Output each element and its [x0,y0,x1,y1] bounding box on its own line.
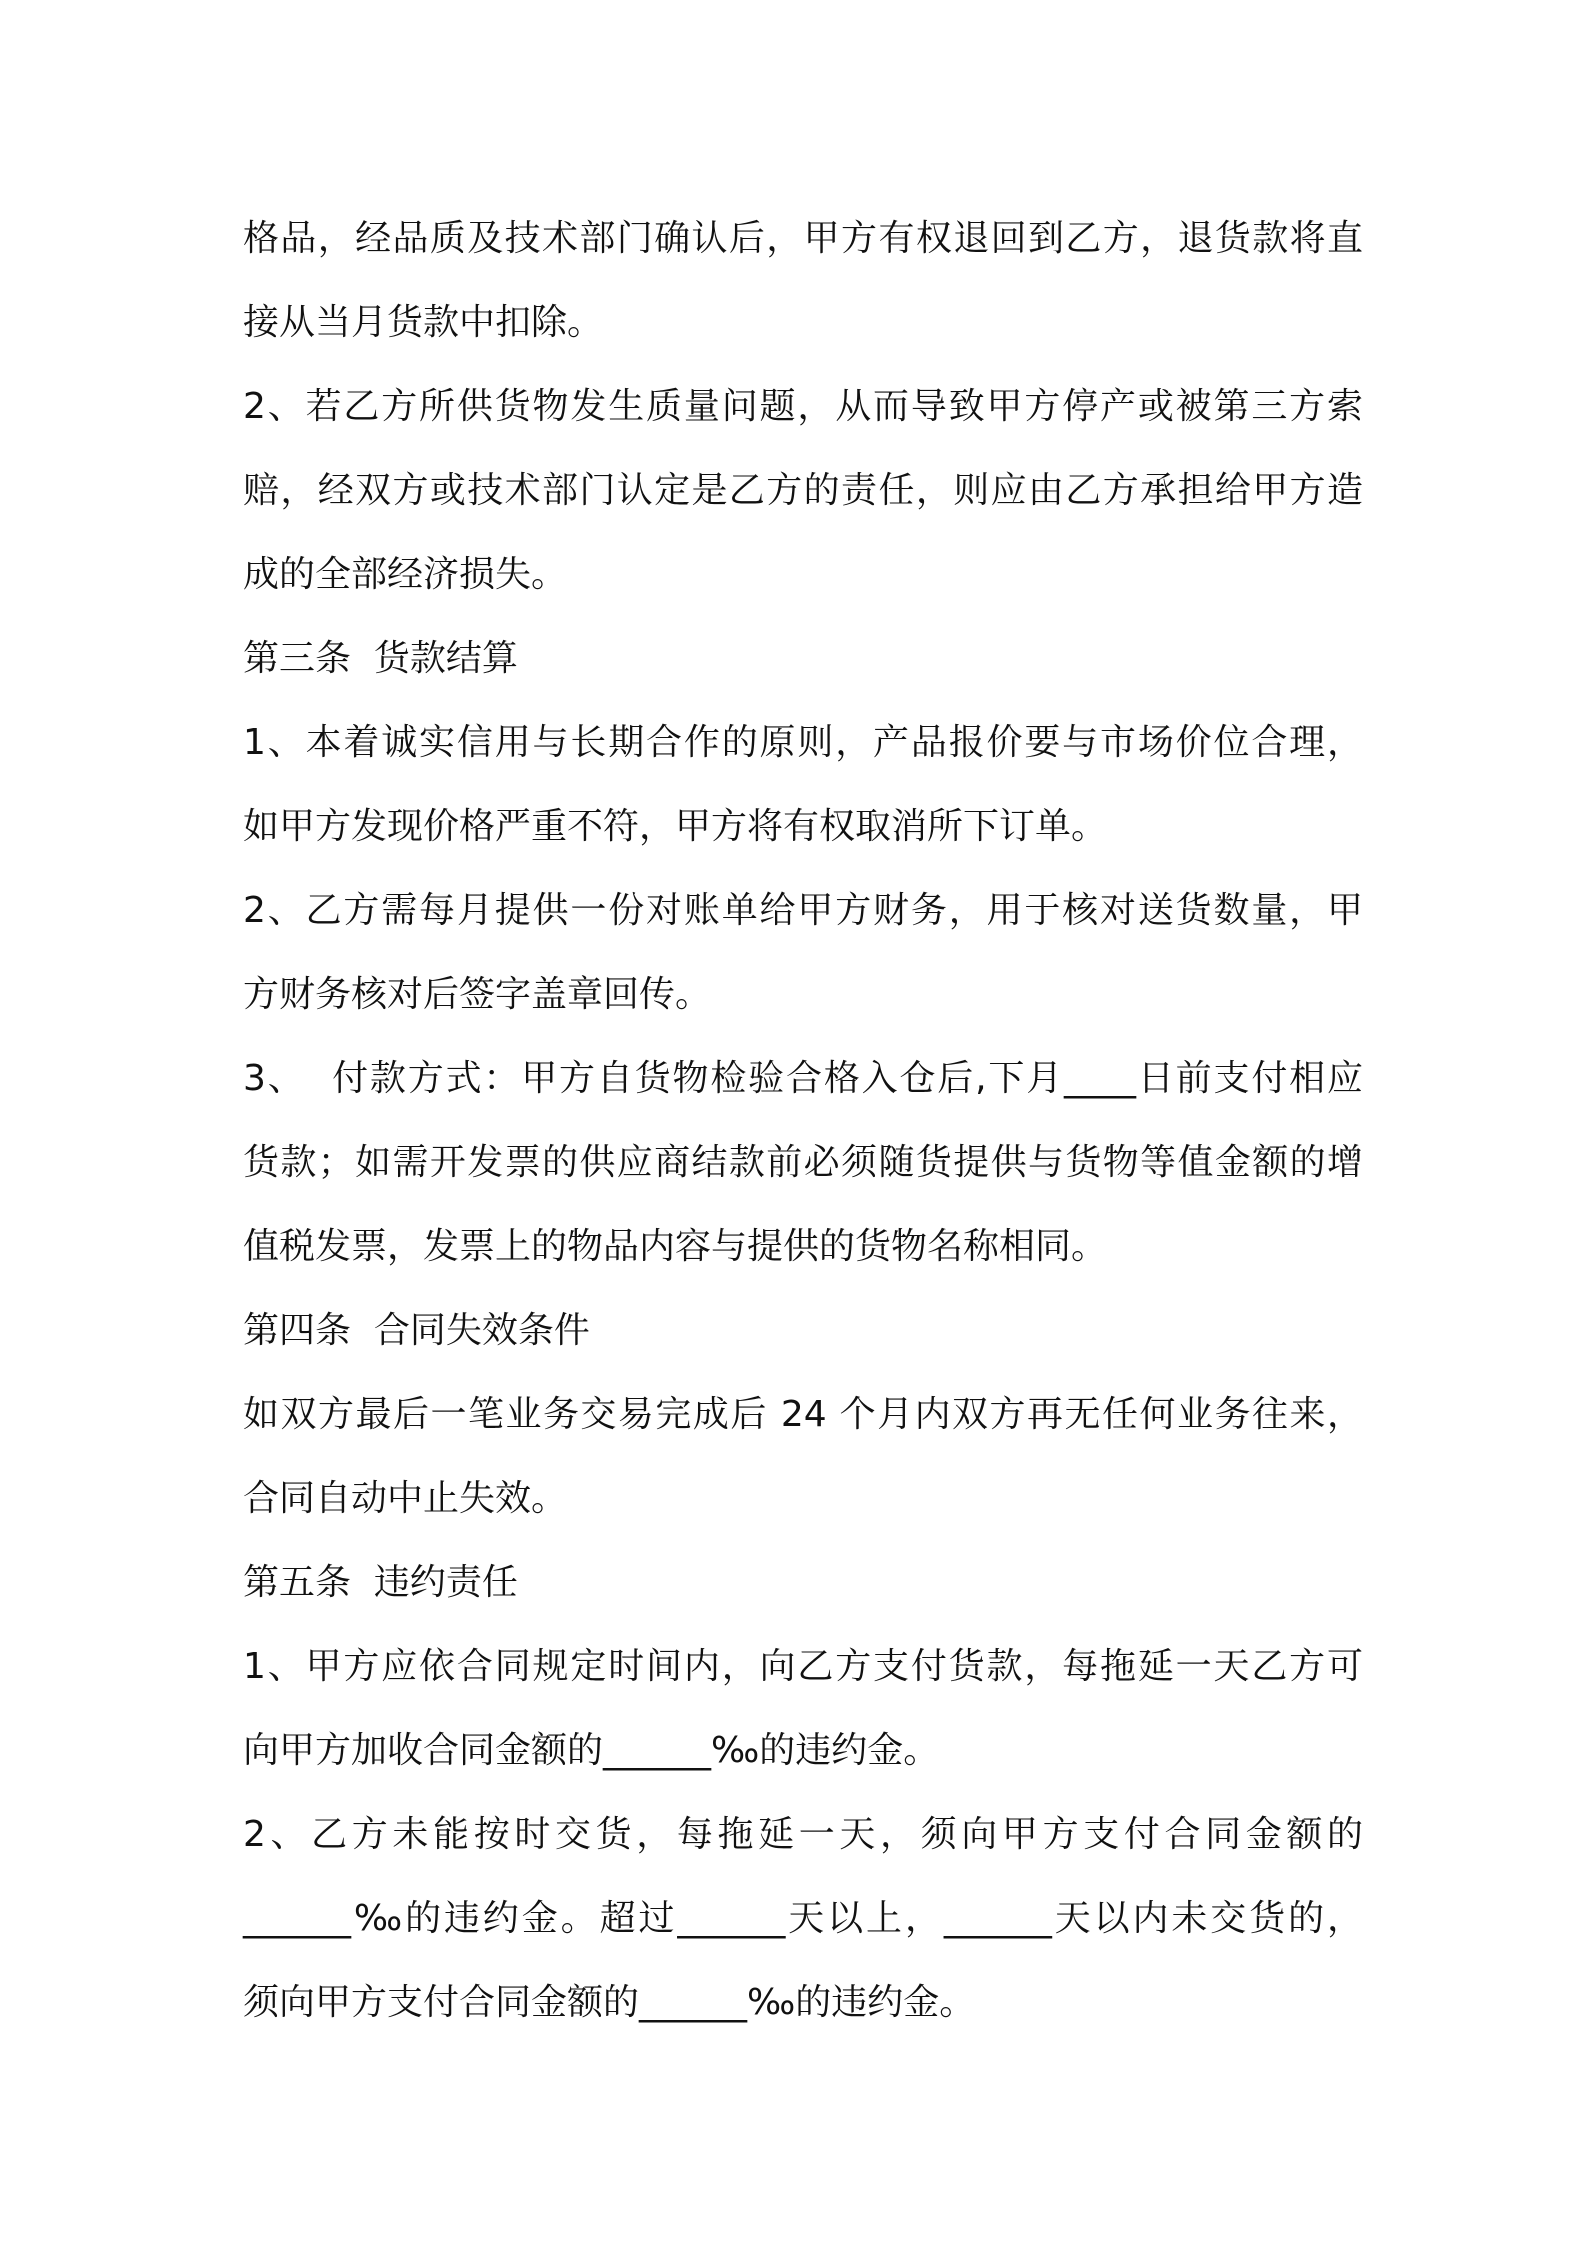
text-line: 赔，经双方或技术部门认定是乙方的责任，则应由乙方承担给甲方造 [243,470,1363,511]
text-line: 格品，经品质及技术部门确认后，甲方有权退回到乙方，退货款将直 [243,218,1363,259]
text-line: 2、乙方需每月提供一份对账单给甲方财务，用于核对送货数量，甲 [243,890,1363,931]
document-body [243,197,1363,2045]
text-line: 2、乙方未能按时交货，每拖延一天，须向甲方支付合同金额的 [243,1814,1363,1855]
text-line: 接从当月货款中扣除。 [243,302,604,343]
section-heading: 第三条 货款结算 [243,638,518,679]
text-line: 合同自动中止失效。 [243,1478,568,1519]
text-line: 须向甲方支付合同金额的______‰的违约金。 [243,1982,976,2023]
text-line: 3、 付款方式：甲方自货物检验合格入仓后,下月____日前支付相应 [243,1058,1363,1099]
text-line: 如甲方发现价格严重不符，甲方将有权取消所下订单。 [243,806,1108,847]
text-line: ______‰的违约金。超过______天以上，______天以内未交货的， [243,1898,1363,1939]
text-line: 成的全部经济损失。 [243,554,568,595]
text-line: 向甲方加收合同金额的______‰的违约金。 [243,1730,940,1771]
text-line: 1、本着诚实信用与长期合作的原则，产品报价要与市场价位合理， [243,722,1363,763]
text-line: 值税发票，发票上的物品内容与提供的货物名称相同。 [243,1226,1108,1267]
text-line: 1、甲方应依合同规定时间内，向乙方支付货款，每拖延一天乙方可 [243,1646,1363,1687]
text-line: 方财务核对后签字盖章回传。 [243,974,712,1015]
text-line: 货款；如需开发票的供应商结款前必须随货提供与货物等值金额的增 [243,1142,1363,1183]
section-heading: 第五条 违约责任 [243,1562,518,1603]
text-line: 2、若乙方所供货物发生质量问题，从而导致甲方停产或被第三方索 [243,386,1363,427]
text-line: 如双方最后一笔业务交易完成后 24 个月内双方再无任何业务往来， [243,1394,1363,1435]
section-heading: 第四条 合同失效条件 [243,1310,590,1351]
